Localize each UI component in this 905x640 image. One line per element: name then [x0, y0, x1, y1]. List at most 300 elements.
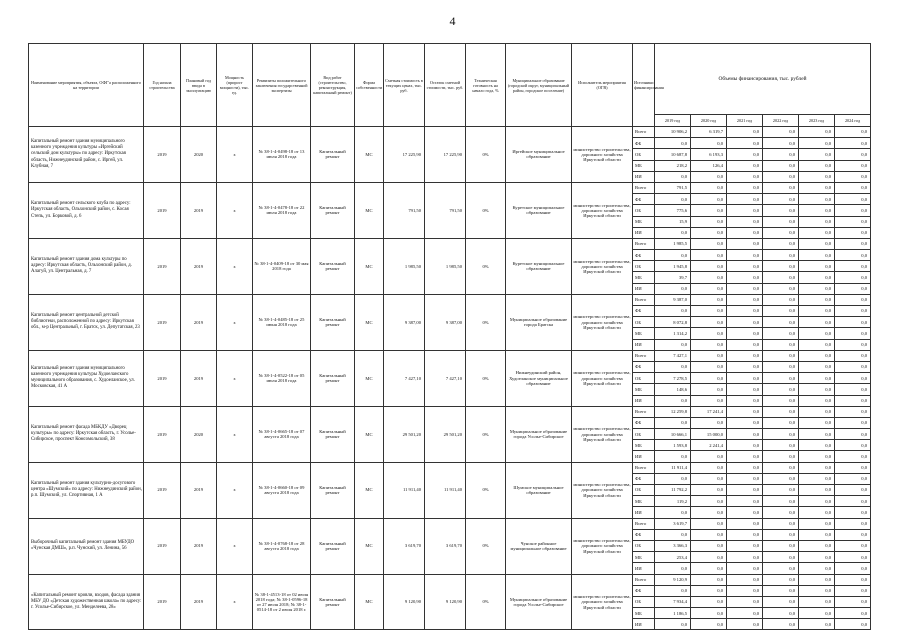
funding-value: 0,0 — [655, 529, 691, 540]
header-name: Наименование мероприятия, объекта, ОФГ'а расположенного на территории — [29, 44, 144, 127]
funding-value: 0,0 — [763, 440, 799, 451]
funding-source: МБ — [633, 552, 655, 563]
funding-value: 0,0 — [691, 227, 727, 238]
funding-value: 0,0 — [727, 216, 763, 227]
funding-value: 0,0 — [835, 250, 871, 261]
capacity: х — [217, 462, 253, 518]
header-year: 2019 год — [655, 115, 691, 127]
funding-value: 0,0 — [799, 608, 835, 619]
funding-value: 0,0 — [763, 619, 799, 630]
funding-value: 1 186,5 — [655, 608, 691, 619]
remaining-cost: 791,50 — [425, 182, 466, 238]
header-ownership: Форма собственности — [355, 44, 384, 127]
funding-source: ФБ — [633, 529, 655, 540]
funding-source: Всего — [633, 462, 655, 473]
funding-value: 0,0 — [799, 361, 835, 372]
funding-value: 0,0 — [799, 194, 835, 205]
funding-value: 0,0 — [799, 395, 835, 406]
funding-source: ФБ — [633, 417, 655, 428]
funding-source: ОБ — [633, 205, 655, 216]
funding-source: МБ — [633, 160, 655, 171]
funding-value: 0,0 — [799, 552, 835, 563]
header-year: 2020 год — [691, 115, 727, 127]
funding-table — [28, 43, 871, 630]
funding-value: 0,0 — [835, 227, 871, 238]
funding-value: 0,0 — [763, 138, 799, 149]
capacity: х — [217, 406, 253, 462]
funding-value: 0,0 — [835, 395, 871, 406]
work-type: Капитальный ремонт — [311, 238, 355, 294]
remaining-cost: 17 225,90 — [425, 127, 466, 183]
funding-value: 0,0 — [799, 272, 835, 283]
object-name: Выборочный капитальный ремонт здания МБУДО «Чунская ДМШ», р.п. Чунский, ул. Ленина, 56 — [29, 518, 144, 574]
funding-value: 0,0 — [691, 507, 727, 518]
funding-value: 0,0 — [763, 294, 799, 305]
funding-value: 0,0 — [835, 160, 871, 171]
funding-value: 0,0 — [691, 339, 727, 350]
funding-value: 0,0 — [727, 283, 763, 294]
readiness: 0% — [466, 238, 506, 294]
funding-value: 126,4 — [691, 160, 727, 171]
funding-value: 0,0 — [727, 451, 763, 462]
remaining-cost: 1 985,50 — [425, 238, 466, 294]
funding-value: 0,0 — [727, 373, 763, 384]
page-number: 4 — [449, 14, 456, 28]
capacity: х — [217, 182, 253, 238]
funding-value: 0,0 — [691, 250, 727, 261]
funding-value: 0,0 — [691, 317, 727, 328]
funding-value: 0,0 — [763, 205, 799, 216]
funding-value: 0,0 — [691, 361, 727, 372]
funding-value: 0,0 — [799, 149, 835, 160]
end-year: 2019 — [181, 294, 217, 350]
funding-source: МБ — [633, 440, 655, 451]
funding-value: 0,0 — [763, 608, 799, 619]
funding-value: 0,0 — [727, 429, 763, 440]
funding-value: 0,0 — [727, 496, 763, 507]
remaining-cost: 9 120,90 — [425, 574, 466, 630]
expertise: № 38-1-4-0409-18 от 30 мая 2018 года — [253, 238, 311, 294]
executor: министерство строительства, дорожного хозяйства Иркутской области — [572, 574, 633, 630]
funding-value: 0,0 — [691, 350, 727, 361]
funding-value: 0,0 — [655, 283, 691, 294]
funding-value: 0,0 — [835, 574, 871, 585]
funding-value: 0,0 — [835, 272, 871, 283]
object-name: Капитальный ремонт здания культурно-досугового центра «Шумский» по адресу: Нижнеудинский район, р.п. Шумский, ул. Спортивная, 1 А — [29, 462, 144, 518]
funding-value: 0,0 — [763, 373, 799, 384]
funding-source: Всего — [633, 182, 655, 193]
funding-value: 0,0 — [799, 585, 835, 596]
expertise: № 38-1-4-0665-18 от 07 августа 2018 года — [253, 406, 311, 462]
funding-value: 1 945,8 — [655, 261, 691, 272]
funding-value: 0,0 — [655, 138, 691, 149]
funding-value: 0,0 — [835, 462, 871, 473]
funding-value: 0,0 — [799, 563, 835, 574]
funding-value: 0,0 — [763, 540, 799, 551]
funding-value: 11 792,2 — [655, 485, 691, 496]
funding-value: 0,0 — [691, 328, 727, 339]
capacity: х — [217, 127, 253, 183]
funding-value: 0,0 — [799, 485, 835, 496]
funding-value: 0,0 — [691, 294, 727, 305]
executor: министерство строительства, дорожного хозяйства Иркутской области — [572, 462, 633, 518]
funding-value: 0,0 — [691, 473, 727, 484]
header-estimate-cost: Сметная стоимость в текущих ценах, тыс. руб. — [384, 44, 425, 127]
remaining-cost: 11 911,40 — [425, 462, 466, 518]
funding-source: ОБ — [633, 540, 655, 551]
funding-value: 0,0 — [763, 306, 799, 317]
funding-value: 0,0 — [763, 496, 799, 507]
funding-value: 1 314,2 — [655, 328, 691, 339]
table-row — [29, 518, 871, 529]
end-year: 2019 — [181, 182, 217, 238]
funding-source: Всего — [633, 574, 655, 585]
funding-value: 0,0 — [799, 384, 835, 395]
funding-value: 0,0 — [691, 182, 727, 193]
funding-source: МБ — [633, 328, 655, 339]
funding-value: 0,0 — [799, 429, 835, 440]
funding-value: 0,0 — [799, 462, 835, 473]
funding-value: 0,0 — [727, 294, 763, 305]
funding-value: 0,0 — [799, 317, 835, 328]
funding-value: 0,0 — [691, 216, 727, 227]
funding-value: 0,0 — [727, 384, 763, 395]
municipality: Муниципальное образование города Братска — [506, 294, 572, 350]
start-year: 2019 — [144, 462, 181, 518]
funding-value: 0,0 — [727, 585, 763, 596]
funding-value: 0,0 — [763, 283, 799, 294]
ownership: МС — [355, 462, 384, 518]
funding-source: ОБ — [633, 485, 655, 496]
estimate-cost: 3 619,70 — [384, 518, 425, 574]
funding-value: 0,0 — [799, 261, 835, 272]
table-row — [29, 294, 871, 305]
funding-value: 775,6 — [655, 205, 691, 216]
funding-source: МБ — [633, 216, 655, 227]
estimate-cost: 11 911,40 — [384, 462, 425, 518]
funding-value: 11 911,4 — [655, 462, 691, 473]
funding-source: ИИ — [633, 451, 655, 462]
funding-value: 0,0 — [655, 361, 691, 372]
funding-source: Всего — [633, 350, 655, 361]
header-year: 2022 год — [763, 115, 799, 127]
readiness: 0% — [466, 574, 506, 630]
funding-value: 10 906,2 — [655, 127, 691, 138]
estimate-cost: 9 120,90 — [384, 574, 425, 630]
funding-value: 0,0 — [799, 216, 835, 227]
funding-value: 0,0 — [691, 384, 727, 395]
header-year: 2024 год — [835, 115, 871, 127]
funding-value: 0,0 — [727, 149, 763, 160]
funding-value: 0,0 — [763, 127, 799, 138]
funding-value: 0,0 — [799, 518, 835, 529]
funding-value: 0,0 — [835, 417, 871, 428]
funding-value: 0,0 — [763, 182, 799, 193]
start-year: 2019 — [144, 182, 181, 238]
funding-value: 0,0 — [835, 261, 871, 272]
table-row — [29, 350, 871, 361]
header-start-year: Год начала строительства — [144, 44, 181, 127]
header-expertise: Реквизиты положительного заключения государственной экспертизы — [253, 44, 311, 127]
funding-value: 0,0 — [799, 574, 835, 585]
funding-value: 253,4 — [655, 552, 691, 563]
table-row — [29, 182, 871, 193]
capacity: х — [217, 294, 253, 350]
funding-value: 0,0 — [727, 395, 763, 406]
funding-source: МБ — [633, 272, 655, 283]
funding-value: 0,0 — [655, 507, 691, 518]
funding-value: 0,0 — [691, 283, 727, 294]
readiness: 0% — [466, 350, 506, 406]
funding-value: 0,0 — [655, 306, 691, 317]
remaining-cost: 29 501,20 — [425, 406, 466, 462]
funding-value: 0,0 — [799, 328, 835, 339]
funding-source: Всего — [633, 406, 655, 417]
funding-value: 0,0 — [799, 160, 835, 171]
funding-value: 0,0 — [691, 485, 727, 496]
table-body — [29, 127, 871, 630]
capacity: х — [217, 574, 253, 630]
municipality: Шумское муниципальное образование — [506, 462, 572, 518]
funding-value: 0,0 — [835, 440, 871, 451]
header-end-year: Плановый год ввода в эксплуатацию — [181, 44, 217, 127]
expertise: № 38-1-4-0660-18 от 09 августа 2018 года — [253, 462, 311, 518]
municipality: Чунское районное муниципальное образование — [506, 518, 572, 574]
funding-value: 0,0 — [691, 205, 727, 216]
funding-source: ФБ — [633, 138, 655, 149]
table-row — [29, 238, 871, 249]
funding-source: ОБ — [633, 261, 655, 272]
funding-value: 0,0 — [799, 339, 835, 350]
funding-value: 0,0 — [763, 384, 799, 395]
funding-value: 0,0 — [799, 306, 835, 317]
funding-value: 0,0 — [799, 473, 835, 484]
funding-value: 12 259,8 — [655, 406, 691, 417]
table-row — [29, 406, 871, 417]
funding-value: 0,0 — [763, 339, 799, 350]
funding-value: 0,0 — [727, 563, 763, 574]
funding-value: 0,0 — [799, 417, 835, 428]
ownership: МС — [355, 574, 384, 630]
funding-value: 0,0 — [763, 462, 799, 473]
expertise: № 38-1-4-0498-18 от 13 июля 2018 года — [253, 127, 311, 183]
executor: министерство строительства, дорожного хозяйства Иркутской области — [572, 406, 633, 462]
funding-value: 0,0 — [727, 619, 763, 630]
funding-value: 0,0 — [727, 272, 763, 283]
funding-value: 0,0 — [835, 127, 871, 138]
capacity: х — [217, 518, 253, 574]
start-year: 2019 — [144, 294, 181, 350]
object-name: Капитальный ремонт центральной детской библиотеки, расположенной по адресу: Иркутская обл., м-р Центральный, г. Братск, ул. Депутатская, 23 — [29, 294, 144, 350]
funding-value: 0,0 — [691, 518, 727, 529]
funding-value: 0,0 — [727, 361, 763, 372]
readiness: 0% — [466, 294, 506, 350]
funding-value: 0,0 — [763, 395, 799, 406]
funding-source: ФБ — [633, 361, 655, 372]
municipality: Куретское муниципальное образование — [506, 238, 572, 294]
end-year: 2019 — [181, 350, 217, 406]
work-type: Капитальный ремонт — [311, 518, 355, 574]
funding-value: 0,0 — [835, 149, 871, 160]
funding-value: 0,0 — [799, 596, 835, 607]
funding-value: 0,0 — [835, 328, 871, 339]
funding-value: 3 366,3 — [655, 540, 691, 551]
remaining-cost: 7 427,10 — [425, 350, 466, 406]
header-capacity: Мощность (прирост мощности), тыс. ед. — [217, 44, 253, 127]
funding-source: ОБ — [633, 429, 655, 440]
funding-value: 0,0 — [691, 138, 727, 149]
funding-value: 0,0 — [763, 350, 799, 361]
funding-value: 0,0 — [763, 149, 799, 160]
funding-source: ИИ — [633, 563, 655, 574]
funding-value: 2 241,4 — [691, 440, 727, 451]
expertise: № 38-1-4513-18 от 02 июля 2018 года; № 38-1-0596-18 от 27 июля 2018; № 38-1-0514-18 от 2 июля 2018 г. — [253, 574, 311, 630]
executor: министерство строительства, дорожного хозяйства Иркутской области — [572, 350, 633, 406]
funding-source: ОБ — [633, 596, 655, 607]
end-year: 2019 — [181, 574, 217, 630]
funding-value: 0,0 — [655, 619, 691, 630]
funding-value: 6 319,7 — [691, 127, 727, 138]
funding-value: 0,0 — [835, 283, 871, 294]
capacity: х — [217, 238, 253, 294]
funding-value: 0,0 — [763, 216, 799, 227]
funding-value: 0,0 — [727, 238, 763, 249]
funding-value: 0,0 — [727, 261, 763, 272]
funding-value: 0,0 — [655, 339, 691, 350]
funding-value: 0,0 — [799, 496, 835, 507]
funding-value: 0,0 — [655, 585, 691, 596]
funding-value: 0,0 — [763, 596, 799, 607]
funding-value: 0,0 — [835, 496, 871, 507]
funding-value: 0,0 — [727, 540, 763, 551]
header-executor: Исполнитель мероприятия (ОГВ) — [572, 44, 633, 127]
funding-source: Всего — [633, 518, 655, 529]
funding-value: 0,0 — [655, 417, 691, 428]
funding-value: 0,0 — [835, 384, 871, 395]
executor: министерство строительства, дорожного хозяйства Иркутской области — [572, 294, 633, 350]
work-type: Капитальный ремонт — [311, 462, 355, 518]
ownership: МС — [355, 238, 384, 294]
expertise: № 38-1-4-0485-18 от 25 июня 2018 года — [253, 294, 311, 350]
funding-value: 0,0 — [799, 540, 835, 551]
funding-value: 119,2 — [655, 496, 691, 507]
funding-value: 0,0 — [727, 462, 763, 473]
funding-value: 9 120,9 — [655, 574, 691, 585]
funding-value: 0,0 — [799, 138, 835, 149]
start-year: 2019 — [144, 238, 181, 294]
readiness: 0% — [466, 518, 506, 574]
funding-value: 0,0 — [691, 417, 727, 428]
work-type: Капитальный ремонт — [311, 350, 355, 406]
funding-source: ИИ — [633, 395, 655, 406]
funding-value: 0,0 — [691, 563, 727, 574]
funding-value: 7 278,5 — [655, 373, 691, 384]
funding-value: 148,6 — [655, 384, 691, 395]
funding-value: 0,0 — [799, 507, 835, 518]
funding-source: ИИ — [633, 507, 655, 518]
funding-value: 6 193,3 — [691, 149, 727, 160]
estimate-cost: 1 985,50 — [384, 238, 425, 294]
object-name: «Капитальный ремонт кровли, входов, фасада здания МБУ ДО «Детская художественная школа» по адресу: г. Усолье-Сибирское, ул. Менделеева, 28» — [29, 574, 144, 630]
funding-value: 0,0 — [799, 182, 835, 193]
funding-value: 0,0 — [799, 350, 835, 361]
funding-value: 0,0 — [727, 194, 763, 205]
funding-value: 0,0 — [691, 552, 727, 563]
executor: министерство строительства, дорожного хозяйства Иркутской области — [572, 182, 633, 238]
funding-value: 15,9 — [655, 216, 691, 227]
funding-value: 7 427,1 — [655, 350, 691, 361]
ownership: МС — [355, 350, 384, 406]
funding-value: 0,0 — [727, 160, 763, 171]
funding-value: 0,0 — [835, 563, 871, 574]
funding-value: 0,0 — [691, 596, 727, 607]
funding-source: ИИ — [633, 283, 655, 294]
funding-value: 0,0 — [835, 507, 871, 518]
header-readiness: Техническая готовность на начало года, % — [466, 44, 506, 127]
object-name: Капитальный ремонт здания дома культуры по адресу: Иркутская область, Ольхонский район, д. Алагуй, ул. Центральная, д. 7 — [29, 238, 144, 294]
executor: министерство строительства, дорожного хозяйства Иркутской области — [572, 518, 633, 574]
funding-value: 0,0 — [799, 406, 835, 417]
funding-value: 15 000,0 — [691, 429, 727, 440]
funding-value: 0,0 — [655, 563, 691, 574]
funding-value: 0,0 — [727, 507, 763, 518]
funding-value: 0,0 — [799, 529, 835, 540]
funding-source: ИИ — [633, 227, 655, 238]
funding-value: 0,0 — [727, 529, 763, 540]
funding-value: 0,0 — [727, 138, 763, 149]
funding-value: 0,0 — [835, 294, 871, 305]
funding-value: 3 619,7 — [655, 518, 691, 529]
work-type: Капитальный ремонт — [311, 127, 355, 183]
municipality: Муниципальное образование города Усолье-Сибирское — [506, 406, 572, 462]
end-year: 2019 — [181, 518, 217, 574]
funding-value: 9 387,0 — [655, 294, 691, 305]
expertise: № 38-1-4-0768-18 от 28 августа 2018 года — [253, 518, 311, 574]
funding-value: 0,0 — [691, 373, 727, 384]
estimate-cost: 29 501,20 — [384, 406, 425, 462]
funding-value: 218,2 — [655, 160, 691, 171]
funding-value: 0,0 — [835, 361, 871, 372]
funding-value: 0,0 — [727, 608, 763, 619]
funding-value: 0,0 — [799, 227, 835, 238]
funding-value: 0,0 — [835, 473, 871, 484]
object-name: Капитальный ремонт здания муниципального казенного учреждения культуры Худоеланского муниципального образования, с. Худоеланское, ул. Московская, 41 А — [29, 350, 144, 406]
funding-value: 0,0 — [691, 272, 727, 283]
ownership: МС — [355, 518, 384, 574]
funding-value: 0,0 — [799, 283, 835, 294]
funding-value: 0,0 — [799, 294, 835, 305]
funding-value: 0,0 — [691, 238, 727, 249]
funding-value: 0,0 — [691, 496, 727, 507]
start-year: 2019 — [144, 406, 181, 462]
funding-value: 0,0 — [655, 451, 691, 462]
expertise: № 38-1-4-0478-18 от 22 июля 2018 года — [253, 182, 311, 238]
funding-value: 0,0 — [799, 619, 835, 630]
funding-value: 0,0 — [835, 529, 871, 540]
funding-source: ОБ — [633, 317, 655, 328]
funding-value: 0,0 — [763, 160, 799, 171]
estimate-cost: 7 427,10 — [384, 350, 425, 406]
funding-value: 0,0 — [727, 328, 763, 339]
funding-value: 0,0 — [835, 485, 871, 496]
funding-value: 0,0 — [835, 216, 871, 227]
funding-value: 0,0 — [763, 518, 799, 529]
funding-value: 0,0 — [691, 171, 727, 182]
funding-source: ФБ — [633, 306, 655, 317]
funding-value: 0,0 — [835, 306, 871, 317]
funding-value: 0,0 — [691, 306, 727, 317]
estimate-cost: 9 387,00 — [384, 294, 425, 350]
